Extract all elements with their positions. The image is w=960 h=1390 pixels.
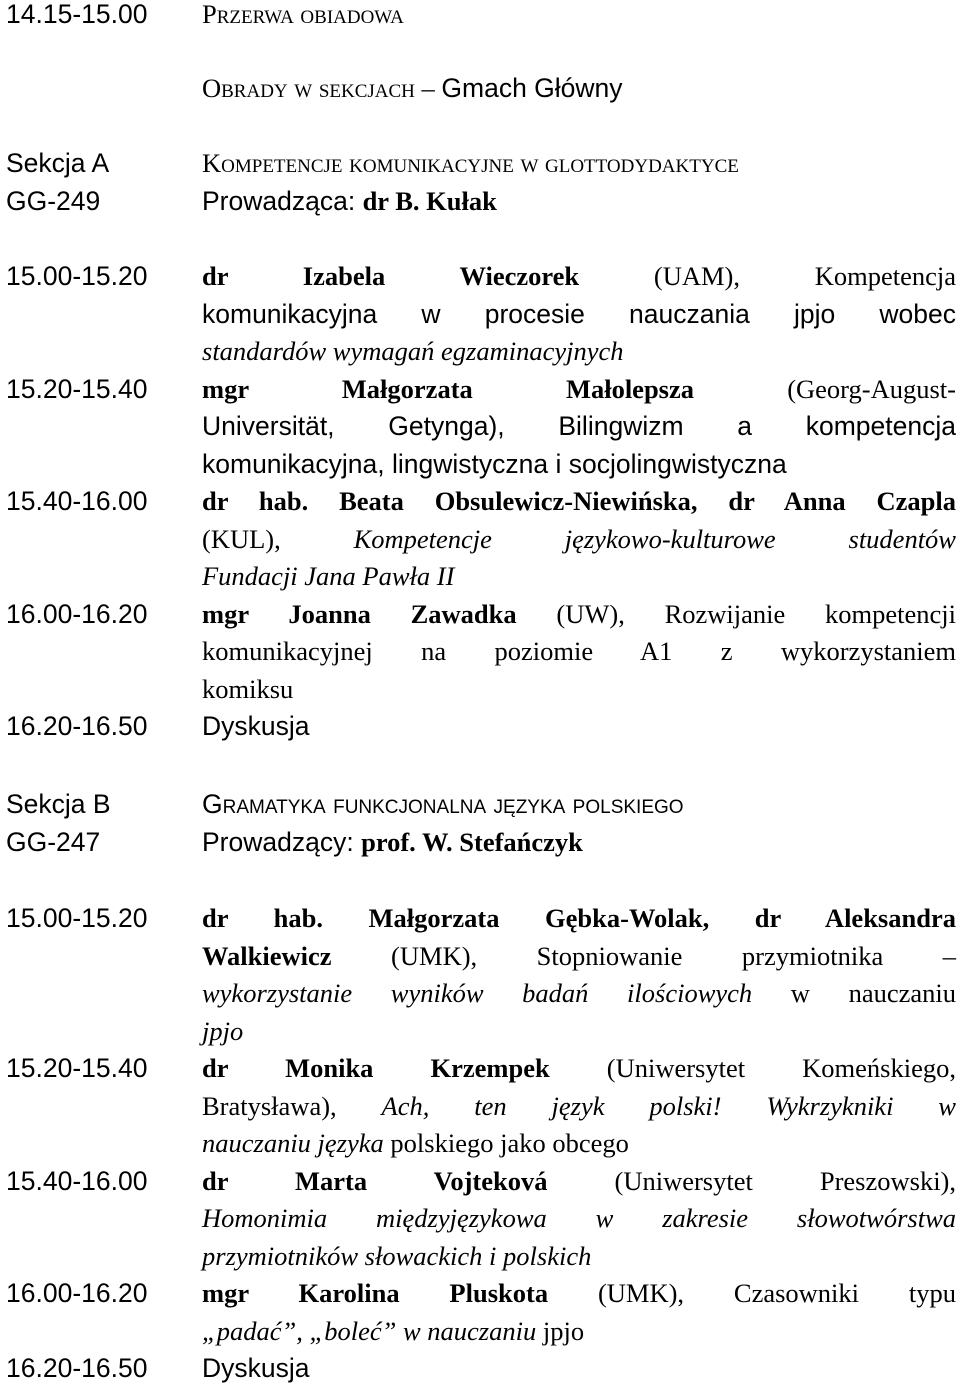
talk-title: Ach, ten język polski! Wykrzykniki w — [381, 1090, 956, 1121]
section-a-header — [6, 145, 956, 220]
section-b-talks — [6, 900, 956, 1388]
talk-row: 15.20-15.40 mgr Małgorzata Małolepsza (Georg-August- Universität, Getynga), Bilingwizm a kompetencja komunikacyjna, lingwistyczna i socjolingwistyczna — [6, 371, 956, 484]
discussion-row — [6, 708, 956, 746]
sessions-header: Obrady w sekcjach – Gmach Główny — [202, 73, 623, 103]
talk-row: 15.20-15.40 dr Monika Krzempek (Uniwersytet Komeńskiego, Bratysława), Ach, ten język polski! Wykrzykniki w nauczaniu języka polskiego jako obcego — [6, 1050, 956, 1163]
section-b-room: GG-247 — [6, 826, 101, 857]
sessions-title: Obrady w sekcjach — [202, 73, 415, 103]
section-b-chair-label: Prowadzący: — [202, 826, 362, 857]
speaker-name: dr hab. Małgorzata Gębka-Wolak, dr Aleksandra — [202, 903, 956, 933]
discussion-label: Dyskusja — [202, 1353, 310, 1383]
section-b-label: Sekcja B — [6, 789, 111, 819]
talk-time: 15.20-15.40 — [6, 373, 148, 404]
speaker-name: mgr Karolina Pluskota — [202, 1278, 549, 1308]
talk-row: 15.00-15.20 dr hab. Małgorzata Gębka-Wolak, dr Aleksandra Walkiewicz (UMK), Stopniowanie przymiotnika – wykorzystanie wyników badań ilościowych w nauczaniu jpjo — [6, 900, 956, 1050]
section-b-chair-name: prof. W. Stefańczyk — [361, 826, 583, 857]
talk-row: 16.00-16.20 mgr Joanna Zawadka (UW), Rozwijanie kompetencji komunikacyjnej na poziomie A1 z wykorzystaniem komiksu — [6, 596, 956, 709]
talk-row: 16.00-16.20 mgr Karolina Pluskota (UMK), Czasowniki typu „padać”, „boleć” w nauczaniu jpjo — [6, 1275, 956, 1350]
talk-time: 15.00-15.20 — [6, 261, 148, 291]
talk-row: 15.40-16.00 dr Marta Vojteková (Uniwersytet Preszowski), Homonimia międzyjęzykowa w zakresie słowotwórstwa przymiotników słowackich i polskich — [6, 1163, 956, 1276]
talk-title: standardów wymagań egzaminacyjnych — [202, 336, 624, 366]
section-a-title: Kompetencje komunikacyjne w glottodydaktyce — [202, 148, 739, 178]
talk-time: 15.20-15.40 — [6, 1053, 148, 1083]
section-a-chair-label: Prowadząca: — [202, 185, 363, 216]
break-time: 14.15-15.00 — [6, 0, 148, 29]
speaker-name: mgr Joanna Zawadka — [202, 598, 517, 629]
talk-time: 16.20-16.50 — [6, 711, 148, 741]
section-a-talks — [6, 258, 956, 746]
talk-time: 15.40-16.00 — [6, 486, 148, 516]
talk-time: 16.00-16.20 — [6, 1278, 148, 1308]
talk-time: 15.00-15.20 — [6, 903, 148, 933]
section-b-header — [6, 786, 956, 861]
speaker-name: dr hab. Beata Obsulewicz-Niewińska, dr Anna Czapla — [202, 486, 956, 516]
speaker-name: mgr Małgorzata Małolepsza — [202, 373, 695, 404]
talk-title: Homonimia międzyjęzykowa w zakresie słowotwórstwa — [202, 1203, 956, 1233]
break-title: Przerwa obiadowa — [202, 0, 404, 29]
section-a-chair-name: dr B. Kułak — [362, 185, 497, 216]
talk-title: Kompetencje językowo-kulturowe studentów — [353, 523, 956, 554]
talk-time: 16.00-16.20 — [6, 598, 148, 629]
talk-row: 15.00-15.20 dr Izabela Wieczorek (UAM), Kompetencja komunikacyjna w procesie nauczania jpjo wobec standardów wymagań egzaminacyjnych — [6, 258, 956, 371]
speaker-name: dr Marta Vojteková — [202, 1165, 548, 1196]
break-row — [6, 0, 956, 34]
talk-title: „padać”, „boleć” w nauczaniu — [202, 1315, 537, 1346]
discussion-label: Dyskusja — [202, 711, 310, 741]
section-a-label: Sekcja A — [6, 148, 110, 178]
speaker-name: dr Izabela Wieczorek — [202, 261, 580, 291]
discussion-row — [6, 1350, 956, 1388]
section-b-title: Gramatyka funkcjonalna języka polskiego — [202, 789, 684, 819]
talk-row: 15.40-16.00 dr hab. Beata Obsulewicz-Niewińska, dr Anna Czapla (KUL), Kompetencje językowo-kulturowe studentów Fundacji Jana Pawła II — [6, 483, 956, 596]
building-name: Gmach Główny — [441, 73, 623, 103]
talk-title: wykorzystanie wyników badań ilościowych — [202, 978, 753, 1008]
speaker-name: dr Monika Krzempek — [202, 1053, 550, 1083]
talk-time: 15.40-16.00 — [6, 1165, 148, 1196]
section-a-room: GG-249 — [6, 185, 101, 216]
talk-time: 16.20-16.50 — [6, 1353, 148, 1383]
